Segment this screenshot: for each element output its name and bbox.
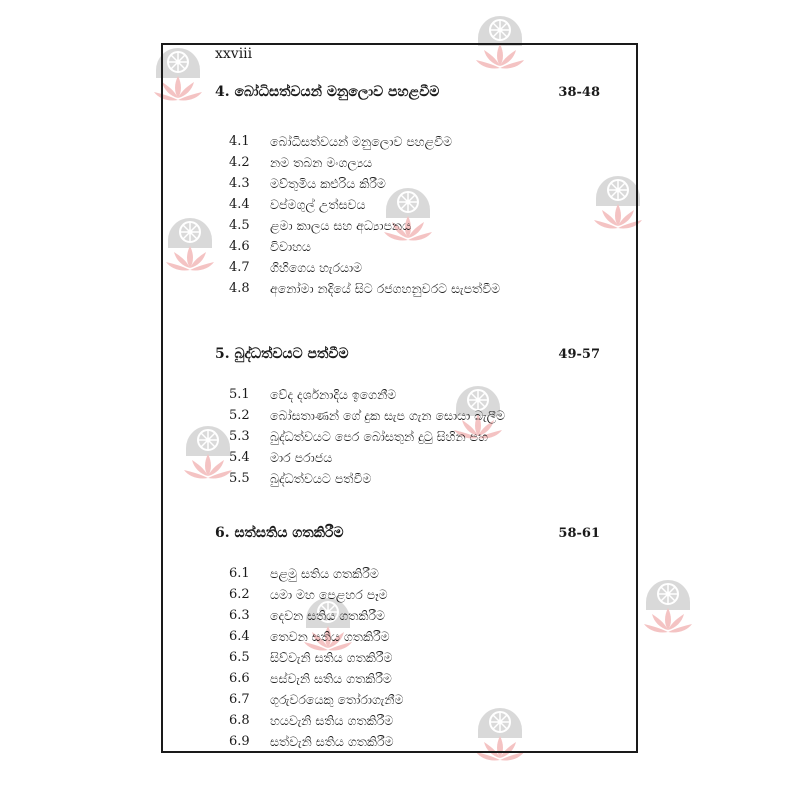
item-number: 4.6 (229, 239, 250, 254)
item-number: 5.2 (229, 408, 250, 423)
section-title: 5. බුද්ධත්වයට පත්වීම (215, 346, 349, 362)
toc-item (229, 629, 390, 645)
item-title: මාර පරාජය (270, 450, 333, 465)
toc-item (229, 134, 452, 150)
item-number: 6.6 (229, 671, 250, 686)
item-number: 4.7 (229, 260, 250, 275)
item-number: 4.4 (229, 197, 250, 212)
item-number: 5.4 (229, 450, 250, 465)
toc-item (229, 734, 394, 750)
section-heading-4 (215, 84, 600, 100)
toc-item (229, 408, 505, 424)
item-title: ළමා කාලය සහ අධ්‍යාපනය (270, 218, 412, 233)
toc-item (229, 239, 311, 255)
toc-item (229, 471, 371, 487)
item-number: 4.1 (229, 134, 250, 149)
item-title: අනෝමා නදියේ සිට රජගහනුවරට සැපත්වීම (270, 281, 501, 296)
item-number: 5.3 (229, 429, 250, 444)
section-heading-6 (215, 525, 600, 541)
item-title: වේද දර්ශනාදිය ඉගෙනීම (270, 387, 397, 402)
section-page-range: 58-61 (558, 526, 600, 541)
item-title: පළමු සතිය ගතකිරීම (270, 566, 379, 581)
item-title: ගිහිගෙය හැරයාම (270, 260, 363, 275)
toc-item (229, 197, 366, 213)
item-title: ගුරුවරයෙකු තෝරාගැනීම (270, 692, 404, 707)
toc-item (229, 608, 385, 624)
dharma-wheel-lotus-icon (640, 572, 696, 638)
item-title: බුද්ධත්වයට පෙර බෝසතුන් දුටු සිහින පහ (270, 429, 488, 444)
item-title: වප්මගුල් උත්සවය (270, 197, 366, 212)
section-page-range: 49-57 (558, 347, 600, 362)
toc-item (229, 260, 362, 276)
item-number: 6.3 (229, 608, 250, 623)
item-title: සිව්වැනි සතිය ගතකිරීම (270, 650, 393, 665)
toc-item (229, 713, 393, 729)
toc-item (229, 281, 500, 297)
toc-item (229, 155, 372, 171)
item-number: 4.8 (229, 281, 250, 296)
toc-item (229, 671, 392, 687)
item-title: දෙවන සතිය ගතකිරීම (270, 608, 386, 623)
item-number: 6.9 (229, 734, 250, 749)
item-title: නම තබන මංගල්‍යය (270, 155, 373, 170)
item-title: විවාහය (270, 239, 311, 254)
item-title: බෝධිසත්වයන් මනුලොව පහළවීම (270, 134, 453, 149)
item-title: යමා මහ පෙළහර පෑම (270, 587, 388, 602)
section-heading-5 (215, 346, 600, 362)
item-number: 4.3 (229, 176, 250, 191)
item-number: 5.1 (229, 387, 250, 402)
item-title: හයවැනි සතිය ගතකිරීම (270, 713, 394, 728)
item-title: මව්තුමිය කළුරිය කිරීම (270, 176, 386, 191)
item-number: 6.7 (229, 692, 250, 707)
toc-item (229, 692, 404, 708)
section-title: 4. බෝධිසත්වයන් මනුලොව පහළවීම (215, 84, 440, 100)
toc-item (229, 650, 392, 666)
item-number: 6.5 (229, 650, 250, 665)
item-number: 4.5 (229, 218, 250, 233)
item-number: 4.2 (229, 155, 250, 170)
item-number: 6.4 (229, 629, 250, 644)
item-number: 6.2 (229, 587, 250, 602)
item-number: 6.8 (229, 713, 250, 728)
item-number: 6.1 (229, 566, 250, 581)
toc-item (229, 387, 396, 403)
toc-item (229, 587, 388, 603)
item-title: පස්වැනි සතිය ගතකිරීම (270, 671, 392, 686)
toc-item (229, 176, 386, 192)
section-page-range: 38-48 (558, 85, 600, 100)
toc-item (229, 450, 332, 466)
item-title: බුද්ධත්වයට පත්වීම (270, 471, 372, 486)
toc-item (229, 566, 379, 582)
toc-item (229, 429, 488, 445)
section-title: 6. සත්සතිය ගතකිරීම (215, 525, 344, 541)
toc-item (229, 218, 411, 234)
item-number: 5.5 (229, 471, 250, 486)
page-number: xxviii (215, 46, 253, 62)
item-title: බෝසතාණන් ගේ දුක සැප ගැන සොයා බැලීම (270, 408, 506, 423)
item-title: තෙවන සතිය ගතකිරීම (270, 629, 390, 644)
item-title: සත්වැනි සතිය ගතකිරීම (270, 734, 394, 749)
